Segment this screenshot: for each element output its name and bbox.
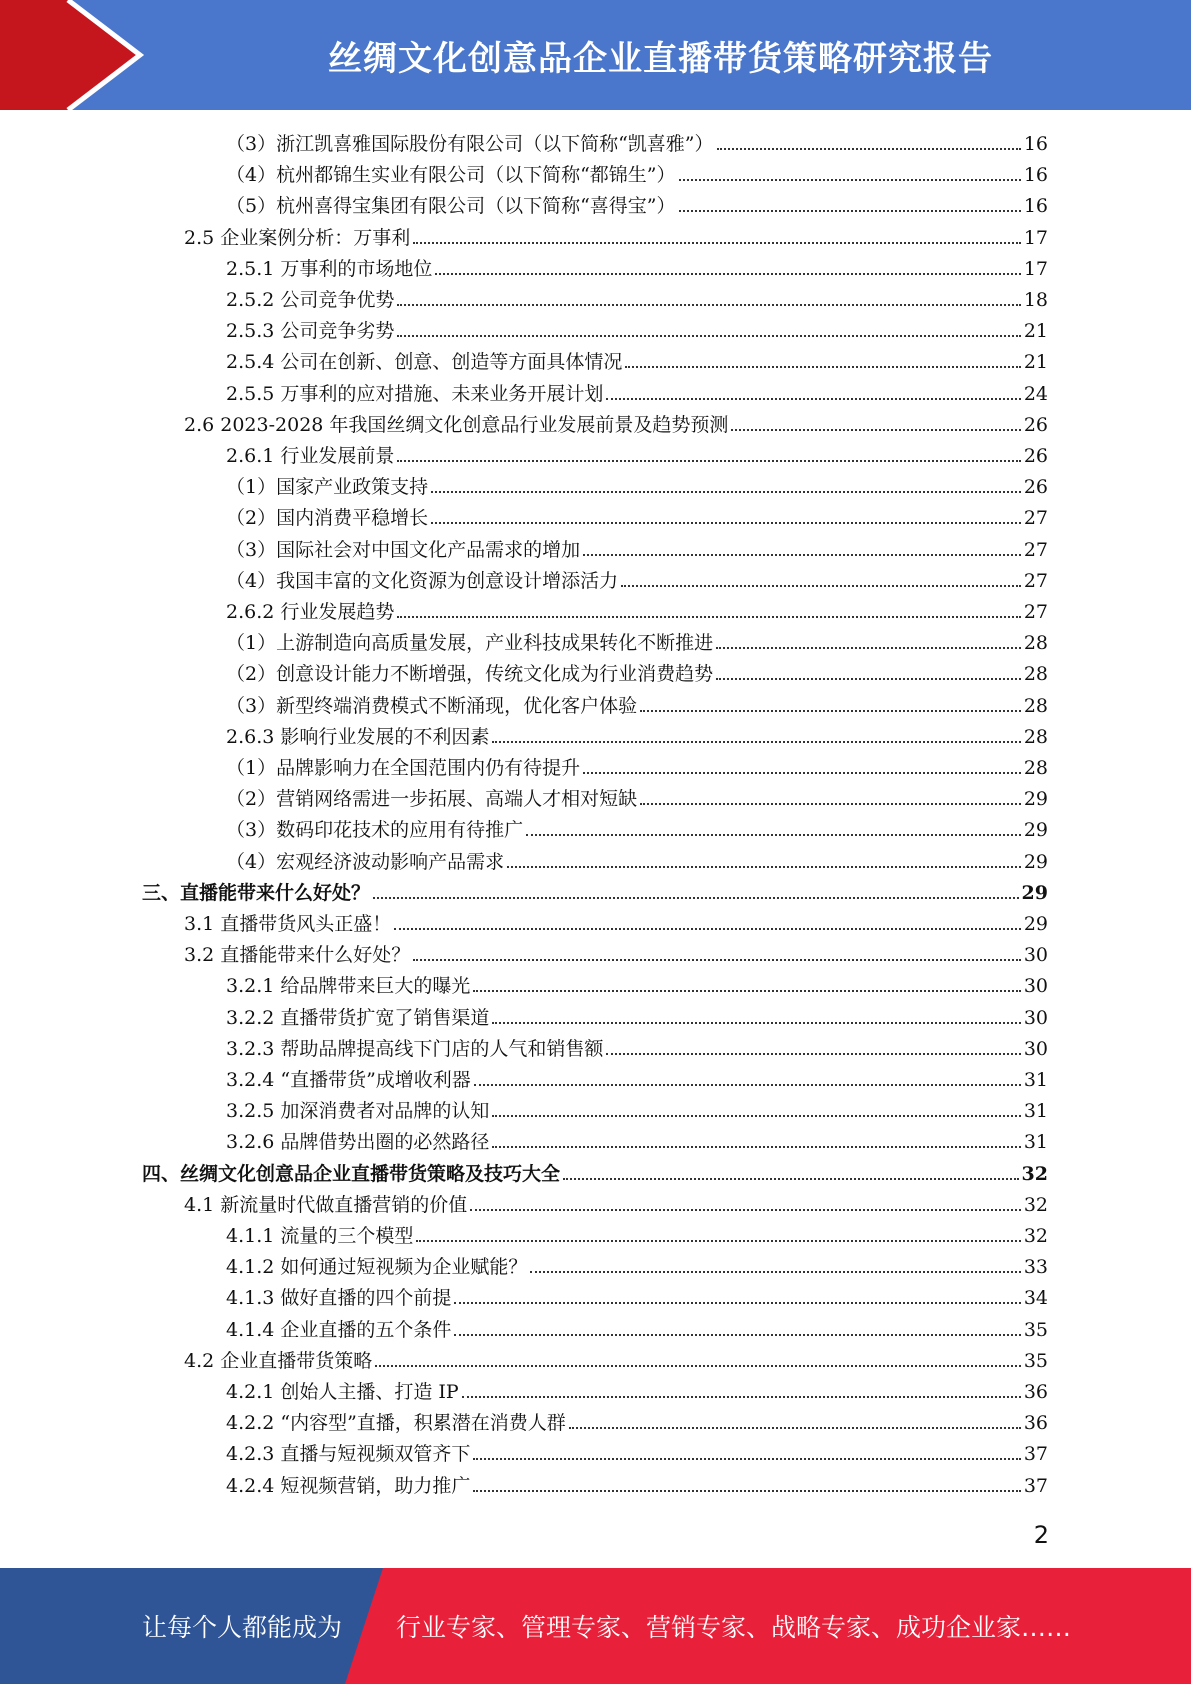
toc-leader-dots <box>454 1334 1020 1336</box>
toc-entry-page: 21 <box>1023 320 1048 343</box>
toc-entry-page: 26 <box>1023 445 1048 467</box>
toc-leader-dots <box>431 522 1021 524</box>
toc-entry[interactable] <box>226 1125 1048 1155</box>
toc-entry-label: （3）数码印花技术的应用有待推广 <box>226 819 524 842</box>
toc-entry[interactable] <box>226 314 1048 344</box>
toc-entry[interactable] <box>226 439 1048 469</box>
toc-entry[interactable] <box>184 408 1048 438</box>
toc-entry-page: 26 <box>1023 476 1048 499</box>
toc-entry-page: 28 <box>1023 632 1048 655</box>
toc-leader-dots <box>583 554 1021 556</box>
toc-entry-label: 2.5 企业案例分析：万事利 <box>184 226 411 249</box>
toc-leader-dots <box>530 1271 1020 1273</box>
toc-entry[interactable] <box>226 1219 1048 1249</box>
toc-leader-dots <box>474 1084 1021 1086</box>
toc-leader-dots <box>563 1178 1019 1180</box>
toc-leader-dots <box>569 1427 1021 1429</box>
toc-entry-label: （1）国家产业政策支持 <box>226 476 429 499</box>
toc-entry-page: 37 <box>1023 1443 1048 1466</box>
toc-entry-label: 3.2.2 直播带货扩宽了销售渠道 <box>226 1006 490 1029</box>
toc-entry[interactable] <box>142 1157 1048 1187</box>
toc-entry[interactable] <box>226 595 1048 625</box>
toc-entry[interactable] <box>226 969 1048 999</box>
toc-leader-dots <box>716 678 1021 680</box>
document-title: 丝绸文化创意品企业直播带货策略研究报告 <box>328 38 993 79</box>
toc-entry-page: 29 <box>1023 819 1048 842</box>
toc-leader-dots <box>679 179 1021 181</box>
toc-leader-dots <box>492 741 1020 743</box>
toc-leader-dots <box>640 803 1021 805</box>
toc-entry[interactable] <box>226 845 1048 875</box>
toc-entry-label: 4.2.2 “内容型”直播，积累潜在消费人群 <box>226 1412 566 1435</box>
toc-entry-label: 4.1.1 流量的三个模型 <box>226 1225 414 1247</box>
toc-entry[interactable] <box>226 127 1048 157</box>
toc-entry[interactable] <box>226 1437 1048 1467</box>
toc-leader-dots <box>454 1302 1020 1304</box>
toc-entry-label: （2）国内消费平稳增长 <box>226 507 429 530</box>
toc-entry-label: 2.5.3 公司竞争劣势 <box>226 320 395 343</box>
toc-entry-label: 3.2.3 帮助品牌提高线下门店的人气和销售额 <box>226 1037 604 1060</box>
toc-entry[interactable] <box>226 1313 1048 1343</box>
toc-entry[interactable] <box>226 813 1048 843</box>
toc-entry[interactable] <box>226 533 1048 563</box>
toc-entry-page: 24 <box>1023 382 1048 405</box>
toc-entry[interactable] <box>226 1001 1048 1031</box>
toc-entry-page: 29 <box>1023 913 1048 935</box>
toc-entry-page: 32 <box>1023 1193 1048 1216</box>
toc-entry-label: 4.2.3 直播与短视频双管齐下 <box>226 1443 471 1466</box>
toc-entry-page: 30 <box>1023 1037 1048 1060</box>
toc-leader-dots <box>640 710 1021 712</box>
toc-entry[interactable] <box>226 1063 1048 1093</box>
toc-leader-dots <box>625 366 1020 368</box>
toc-entry-page: 32 <box>1021 1162 1048 1185</box>
toc-leader-dots <box>435 273 1020 275</box>
toc-leader-dots <box>583 772 1021 774</box>
toc-entry-page: 26 <box>1023 413 1048 436</box>
toc-entry[interactable] <box>142 876 1048 906</box>
toc-entry-label: 3.2.4 “直播带货”成增收利器 <box>226 1069 471 1091</box>
toc-entry-label: （5）杭州喜得宝集团有限公司（以下简称“喜得宝”） <box>226 195 676 218</box>
toc-entry[interactable] <box>226 1032 1048 1062</box>
toc-entry-page: 28 <box>1023 757 1048 779</box>
toc-entry-label: 4.2.4 短视频营销，助力推广 <box>226 1474 471 1497</box>
toc-entry[interactable] <box>226 189 1048 219</box>
toc-leader-dots <box>413 959 1021 961</box>
toc-entry-label: 4.1.4 企业直播的五个条件 <box>226 1318 452 1341</box>
toc-entry-label: 2.5.2 公司竞争优势 <box>226 289 395 311</box>
toc-entry-label: （2）创意设计能力不断增强，传统文化成为行业消费趋势 <box>226 663 714 686</box>
toc-leader-dots <box>526 834 1021 836</box>
toc-entry[interactable] <box>226 626 1048 656</box>
toc-entry-label: 2.5.5 万事利的应对措施、未来业务开展计划 <box>226 382 604 405</box>
toc-entry[interactable] <box>226 689 1048 719</box>
toc-leader-dots <box>473 1458 1020 1460</box>
toc-entry-page: 16 <box>1023 195 1048 218</box>
toc-leader-dots <box>373 897 1019 899</box>
toc-leader-dots <box>679 210 1021 212</box>
toc-entry-page: 31 <box>1023 1100 1048 1123</box>
toc-entry-label: （4）我国丰富的文化资源为创意设计增添活力 <box>226 569 619 592</box>
toc-entry[interactable] <box>184 907 1048 937</box>
toc-entry[interactable] <box>226 782 1048 812</box>
toc-entry[interactable] <box>226 158 1048 188</box>
toc-entry[interactable] <box>226 252 1048 282</box>
toc-entry[interactable] <box>226 1469 1048 1499</box>
toc-entry[interactable] <box>226 501 1048 531</box>
toc-entry-label: 四、丝绸文化创意品企业直播带货策略及技巧大全 <box>142 1162 561 1185</box>
toc-leader-dots <box>413 242 1021 244</box>
toc-entry-page: 27 <box>1023 507 1048 530</box>
toc-entry-label: 2.6.2 行业发展趋势 <box>226 601 395 623</box>
toc-entry-label: 3.1 直播带货风头正盛！ <box>184 913 392 935</box>
toc-entry-page: 36 <box>1023 1381 1048 1403</box>
toc-entry-page: 18 <box>1023 289 1048 311</box>
toc-leader-dots <box>473 990 1020 992</box>
toc-leader-dots <box>716 647 1021 649</box>
toc-entry-page: 16 <box>1023 133 1048 155</box>
toc-leader-dots <box>717 148 1021 150</box>
toc-entry-label: 2.6 2023-2028 年我国丝绸文化创意品行业发展前景及趋势预测 <box>184 413 729 436</box>
toc-entry-page: 27 <box>1023 569 1048 592</box>
toc-leader-dots <box>507 866 1021 868</box>
toc-entry-label: （1）上游制造向高质量发展，产业科技成果转化不断推进 <box>226 632 714 655</box>
toc-entry-label: 4.1.3 做好直播的四个前提 <box>226 1287 452 1310</box>
toc-leader-dots <box>462 1396 1021 1398</box>
toc-leader-dots <box>606 1053 1020 1055</box>
toc-entry-page: 30 <box>1023 1006 1048 1029</box>
toc-entry[interactable] <box>226 1250 1048 1280</box>
toc-entry-page: 34 <box>1023 1287 1048 1310</box>
toc-entry[interactable] <box>226 345 1048 375</box>
toc-entry-label: （3）浙江凯喜雅国际股份有限公司（以下简称“凯喜雅”） <box>226 133 714 155</box>
toc-entry-page: 29 <box>1023 850 1048 873</box>
toc-entry[interactable] <box>226 1281 1048 1311</box>
toc-entry-label: （4）杭州都锦生实业有限公司（以下简称“都锦生”） <box>226 164 676 187</box>
toc-entry-page: 28 <box>1023 663 1048 686</box>
toc-entry-label: 4.2 企业直播带货策略 <box>184 1349 373 1372</box>
toc-entry-label: 3.2 直播能带来什么好处？ <box>184 944 411 967</box>
toc-entry-label: 4.2.1 创始人主播、打造 IP <box>226 1381 459 1403</box>
toc-leader-dots <box>416 1240 1020 1242</box>
toc-entry-page: 16 <box>1023 164 1048 187</box>
toc-entry[interactable] <box>226 720 1048 750</box>
toc-entry[interactable] <box>226 283 1048 313</box>
toc-entry-page: 33 <box>1023 1256 1048 1279</box>
toc-leader-dots <box>492 1146 1020 1148</box>
page-header <box>0 0 1191 110</box>
toc-entry[interactable] <box>226 564 1048 594</box>
toc-entry-label: （4）宏观经济波动影响产品需求 <box>226 850 505 873</box>
toc-entry[interactable] <box>226 657 1048 687</box>
toc-entry-label: （1）品牌影响力在全国范围内仍有待提升 <box>226 757 581 779</box>
toc-entry-label: 3.2.1 给品牌带来巨大的曝光 <box>226 975 471 998</box>
toc-entry-label: 2.6.1 行业发展前景 <box>226 445 395 467</box>
toc-entry-label: 3.2.5 加深消费者对品牌的认知 <box>226 1100 490 1123</box>
toc-entry-label: （2）营销网络需进一步拓展、高端人才相对短缺 <box>226 788 638 811</box>
toc-entry-label: 3.2.6 品牌借势出圈的必然路径 <box>226 1131 490 1154</box>
toc-entry[interactable] <box>184 1344 1048 1374</box>
toc-leader-dots <box>397 335 1020 337</box>
toc-entry-page: 31 <box>1023 1069 1048 1091</box>
toc-entry-page: 36 <box>1023 1412 1048 1435</box>
toc-entry-label: 2.6.3 影响行业发展的不利因素 <box>226 725 490 748</box>
toc-entry-page: 27 <box>1023 601 1048 623</box>
toc-leader-dots <box>473 1490 1020 1492</box>
toc-entry-page: 27 <box>1023 538 1048 561</box>
toc-entry-page: 30 <box>1023 975 1048 998</box>
toc-leader-dots <box>492 1115 1020 1117</box>
toc-leader-dots <box>431 491 1021 493</box>
toc-entry-label: 2.5.4 公司在创新、创意、创造等方面具体情况 <box>226 351 623 374</box>
toc-entry[interactable] <box>184 1188 1048 1218</box>
toc-entry[interactable] <box>226 470 1048 500</box>
toc-entry-page: 28 <box>1023 725 1048 748</box>
toc-entry-page: 17 <box>1023 257 1048 280</box>
header-arrow-icon <box>0 0 160 110</box>
page-number: 2 <box>1033 1521 1049 1549</box>
toc-leader-dots <box>606 398 1020 400</box>
footer-slogan-left: 让每个人都能成为 <box>142 1613 343 1642</box>
toc-leader-dots <box>731 429 1020 431</box>
toc-leader-dots <box>492 1022 1020 1024</box>
toc-leader-dots <box>397 460 1020 462</box>
toc-entry[interactable] <box>226 1375 1048 1405</box>
toc-entry[interactable] <box>226 377 1048 407</box>
footer-slogan-right: 行业专家、管理专家、营销专家、战略专家、成功企业家…… <box>396 1613 1072 1642</box>
toc-entry-label: （3）新型终端消费模式不断涌现，优化客户体验 <box>226 694 638 717</box>
toc-entry-label: 4.1 新流量时代做直播营销的价值 <box>184 1193 468 1216</box>
toc-entry[interactable] <box>184 221 1048 251</box>
page-footer <box>0 1568 1191 1684</box>
toc-entry-page: 29 <box>1023 788 1048 811</box>
toc-entry-page: 31 <box>1023 1131 1048 1154</box>
toc-entry-label: （3）国际社会对中国文化产品需求的增加 <box>226 538 581 561</box>
toc-leader-dots <box>470 1209 1021 1211</box>
toc-entry-page: 21 <box>1023 351 1048 374</box>
toc-entry[interactable] <box>226 1406 1048 1436</box>
toc-entry-page: 30 <box>1023 944 1048 967</box>
toc-entry-page: 28 <box>1023 694 1048 717</box>
toc-entry-label: 2.5.1 万事利的市场地位 <box>226 257 433 280</box>
toc-entry-label: 4.1.2 如何通过短视频为企业赋能？ <box>226 1256 528 1279</box>
toc-leader-dots <box>621 585 1021 587</box>
toc-entry-page: 35 <box>1023 1349 1048 1372</box>
toc-entry[interactable] <box>226 1094 1048 1124</box>
toc-leader-dots <box>397 304 1020 306</box>
toc-entry-label: 三、直播能带来什么好处？ <box>142 881 371 904</box>
toc-entry-page: 35 <box>1023 1318 1048 1341</box>
toc-entry[interactable] <box>184 938 1048 968</box>
toc-leader-dots <box>375 1365 1021 1367</box>
toc-entry-page: 29 <box>1021 881 1048 904</box>
toc-leader-dots <box>394 928 1021 930</box>
toc-entry[interactable] <box>226 751 1048 781</box>
toc-leader-dots <box>397 616 1020 618</box>
toc-entry-page: 37 <box>1023 1474 1048 1497</box>
toc-entry-page: 32 <box>1023 1225 1048 1247</box>
toc-entry-page: 17 <box>1023 226 1048 249</box>
